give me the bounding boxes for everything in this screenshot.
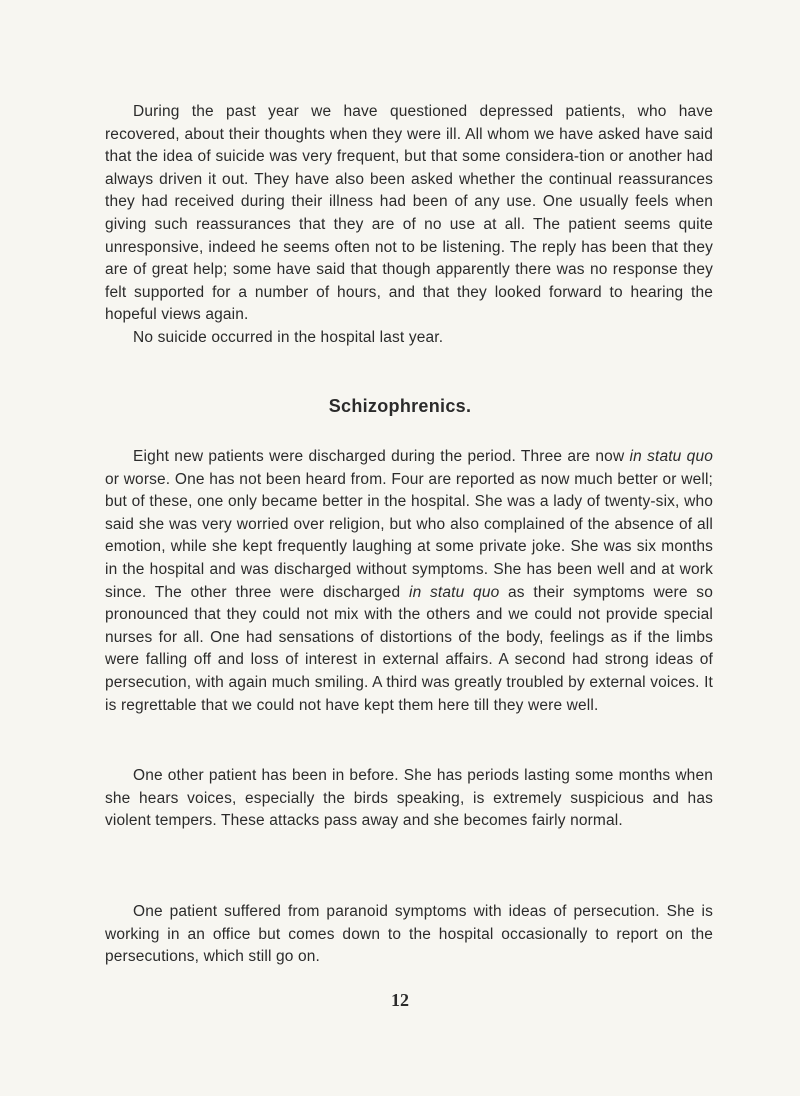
text-segment: as their symptoms were so pronounced that they could not mix with the others and we could not provide special nurses for all. One had sensations of distortions of the body, feelings as if the limbs were falling off and loss of interest in external affairs. A second had strong ideas of persecution, with again much smiling. A third was greatly troubled by external voices. It is regrettable that we could not have kept them here till they were well.: [105, 583, 713, 714]
text-segment: Eight new patients were discharged during the period. Three are now: [133, 448, 630, 465]
page-number: 12: [391, 990, 409, 1010]
italic-phrase: in statu quo: [629, 448, 713, 465]
paragraph-other-patient: One other patient has been in before. She has periods lasting some months when she hears voices, especially the birds speaking, is extremely suspicious and has violent tempers. These attacks pass away and she becomes fairly normal.: [105, 767, 713, 830]
paragraph-schizophrenics-discharged: [105, 446, 713, 717]
paragraph-no-suicide: No suicide occurred in the hospital last year.: [133, 329, 444, 346]
paragraph-depressed-patients: During the past year we have questioned depressed patients, who have recovered, about their thoughts when they were ill. All whom we have asked have said that the idea of suicide was very frequent, but that some considera-tion or another had always driven it out. They have also been asked whether the continual reassurances they had received during their illness had been of any use. One usually feels when giving such reassurances that they are of no use at all. The patient seems quite unresponsive, indeed he seems often not to be listening. The reply has been that they are of great help; some have said that though apparently there was no response they felt supported for a number of hours, and that they looked forward to hearing the hopeful views again.: [105, 103, 713, 324]
paragraph-paranoid-patient: One patient suffered from paranoid symptoms with ideas of persecution. She is working in an office but comes down to the hospital occasionally to report on the persecutions, which still go on.: [105, 903, 713, 966]
italic-phrase: in statu quo: [408, 583, 500, 601]
section-heading: Schizophrenics.: [328, 396, 472, 416]
text-segment: or worse. One has not been heard from. Four are reported as now much better or well; but of these, one only became better in the hospital. She was a lady of twenty-six, who said she was very worried over religion, but who also complained of the absence of all emotion, while she kept frequently laughing at some private joke. She was six months in the hospital and was discharged without symptoms. She has been well and at work since. The other three were discharged: [105, 470, 713, 601]
